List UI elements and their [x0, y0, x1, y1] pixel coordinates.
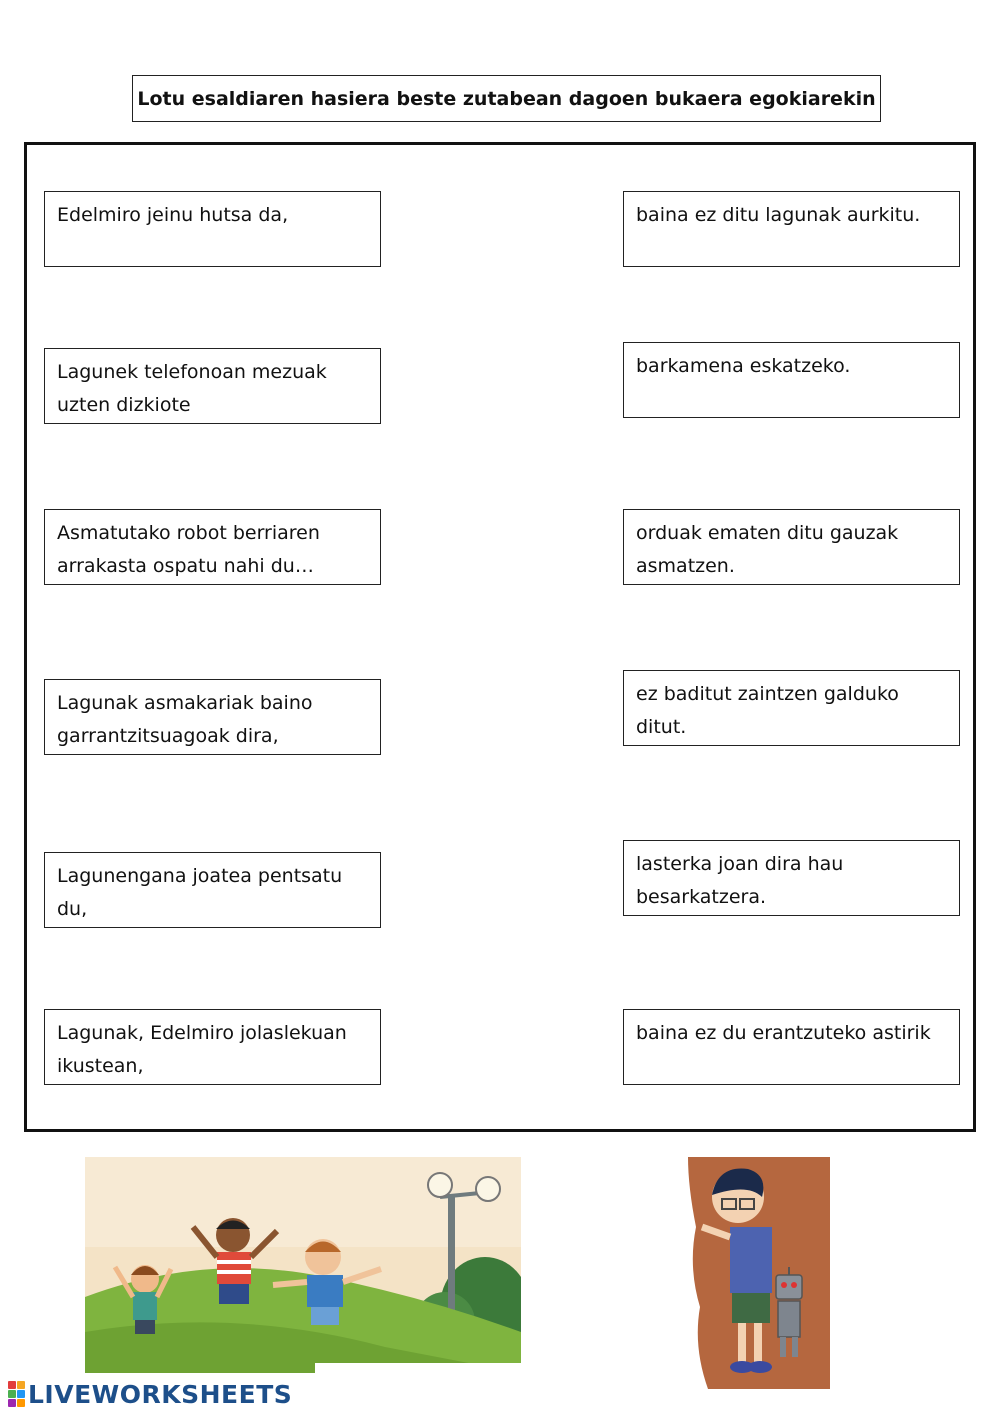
right-sentence-end-1[interactable] — [623, 191, 960, 267]
left-sentence-start-2[interactable] — [44, 348, 381, 424]
logo-mark-icon — [8, 1381, 25, 1407]
card-line: Lagunak, Edelmiro jolaslekuan — [57, 1022, 347, 1044]
card-line: lasterka joan dira hau — [636, 853, 844, 875]
card-line: baina ez du erantzuteko astirik — [636, 1022, 931, 1044]
left-sentence-start-6[interactable] — [44, 1009, 381, 1085]
card-line: besarkatzera. — [636, 886, 767, 908]
card-line: asmatzen. — [636, 555, 735, 577]
card-line: arrakasta ospatu nahi du… — [57, 555, 314, 577]
card-line: Lagunak asmakariak baino — [57, 692, 313, 714]
card-line: Lagunengana joatea pentsatu — [57, 865, 343, 887]
card-line: ditut. — [636, 716, 687, 738]
card-line: du, — [57, 898, 88, 920]
right-sentence-end-5[interactable] — [623, 840, 960, 916]
liveworksheets-logo — [8, 1380, 292, 1408]
exercise-frame — [24, 142, 976, 1132]
right-sentence-end-2[interactable] — [623, 342, 960, 418]
left-sentence-start-4[interactable] — [44, 679, 381, 755]
card-line: ikustean, — [57, 1055, 144, 1077]
card-line: Edelmiro jeinu hutsa da, — [57, 204, 289, 226]
right-sentence-end-4[interactable] — [623, 670, 960, 746]
card-line: orduak ematen ditu gauzak — [636, 522, 899, 544]
card-line: garrantzitsuagoak dira, — [57, 725, 279, 747]
left-sentence-start-5[interactable] — [44, 852, 381, 928]
card-line: uzten dizkiote — [57, 394, 191, 416]
instruction-title: Lotu esaldiaren hasiera beste zutabean dagoen bukaera egokiarekin — [132, 75, 881, 122]
boy-robot-illustration — [688, 1157, 830, 1389]
right-sentence-end-6[interactable] — [623, 1009, 960, 1085]
card-line: Lagunek telefonoan mezuak — [57, 361, 327, 383]
left-sentence-start-1[interactable] — [44, 191, 381, 267]
logo-text: LIVEWORKSHEETS — [28, 1379, 293, 1409]
card-line: Asmatutako robot berriaren — [57, 522, 320, 544]
card-line: ez baditut zaintzen galduko — [636, 683, 899, 705]
card-line: baina ez ditu lagunak aurkitu. — [636, 204, 921, 226]
right-sentence-end-3[interactable] — [623, 509, 960, 585]
left-sentence-start-3[interactable] — [44, 509, 381, 585]
children-park-illustration — [85, 1157, 521, 1373]
card-line: barkamena eskatzeko. — [636, 355, 851, 377]
